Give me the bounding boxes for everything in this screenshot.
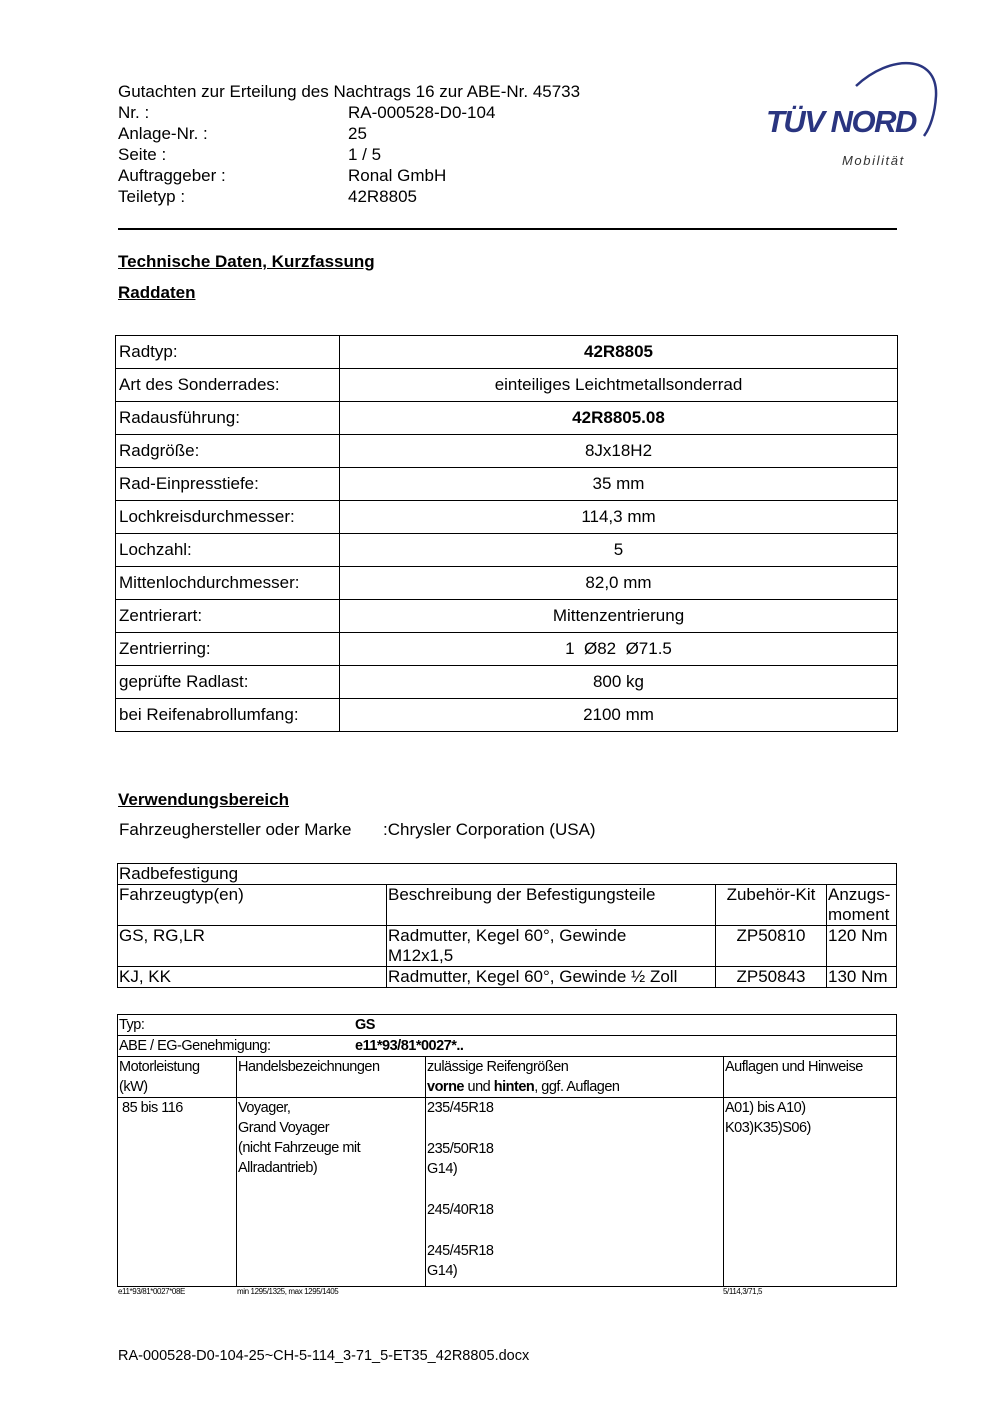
section-raddaten: Raddaten	[118, 283, 196, 302]
kit-cell: ZP50810	[716, 926, 827, 967]
beschreibung-cell: Radmutter, Kegel 60°, Gewinde ½ Zoll	[387, 967, 716, 988]
table-row	[116, 567, 898, 600]
abe-value: e11*93/81*0027*..	[355, 1038, 464, 1054]
raddaten-value: Mittenzentrierung	[340, 600, 898, 633]
handel-line: (nicht Fahrzeuge mit	[238, 1140, 361, 1156]
table-row	[118, 1098, 897, 1287]
beschreibung-line: Radmutter, Kegel 60°, Gewinde	[388, 926, 627, 945]
raddaten-label: Zentrierring:	[116, 633, 340, 666]
tiny-note-approval: e11*93/81*0027*08E	[118, 1287, 185, 1296]
raddaten-label: Rad-Einpresstiefe:	[116, 468, 340, 501]
table-row	[118, 1036, 897, 1057]
auflagen-line: A01) bis A10)	[725, 1100, 806, 1116]
table-row	[116, 501, 898, 534]
raddaten-value: 35 mm	[340, 468, 898, 501]
table-header-row	[118, 1057, 897, 1098]
table-row	[116, 534, 898, 567]
document-title: Gutachten zur Erteilung des Nachtrags 16 zur ABE-Nr. 45733	[118, 82, 581, 101]
raddaten-value: 800 kg	[340, 666, 898, 699]
raddaten-label: Zentrierart:	[116, 600, 340, 633]
raddaten-value: 1 Ø82 Ø71.5	[340, 633, 898, 666]
header-value: 25	[348, 124, 367, 143]
reifen-line: 235/45R18	[427, 1100, 494, 1116]
raddaten-label: Lochzahl:	[116, 534, 340, 567]
header-fahrzeugtyp: Fahrzeugtyp(en)	[118, 885, 387, 926]
header-value: Ronal GmbH	[348, 166, 447, 185]
table-row	[118, 1015, 897, 1036]
table-row	[116, 435, 898, 468]
abe-row	[118, 1036, 897, 1057]
table-row	[116, 468, 898, 501]
header-label: Teiletyp :	[118, 187, 186, 206]
header-hinten: hinten	[493, 1079, 535, 1095]
header-motorleistung	[118, 1057, 237, 1098]
header-value: 1 / 5	[348, 145, 382, 164]
header-reifen-line: zulässige Reifengrößen	[427, 1059, 569, 1075]
reifen-line: 245/40R18	[427, 1202, 494, 1218]
header-reifen-line	[427, 1077, 722, 1097]
logo-brand: TÜV NORD	[766, 104, 916, 139]
abe-typ-table	[117, 1014, 897, 1287]
table-row	[118, 864, 897, 885]
raddaten-label: Radausführung:	[116, 402, 340, 435]
raddaten-label: bei Reifenabrollumfang:	[116, 699, 340, 732]
header-anzugsmoment-2: moment	[828, 905, 890, 924]
fahrzeugtyp-cell: KJ, KK	[118, 967, 387, 988]
reifen-line: G14)	[427, 1161, 458, 1177]
header-vorne: vorne	[427, 1079, 464, 1095]
kit-cell: ZP50843	[716, 967, 827, 988]
raddaten-label: geprüfte Radlast:	[116, 666, 340, 699]
header-auflagen-suffix: , ggf. Auflagen	[534, 1079, 620, 1095]
typ-row	[118, 1015, 897, 1036]
section-verwendungsbereich: Verwendungsbereich	[118, 790, 289, 809]
table-row	[116, 666, 898, 699]
raddaten-value: 5	[340, 534, 898, 567]
reifen-line: 245/45R18	[427, 1243, 494, 1259]
spacer	[427, 1118, 722, 1139]
raddaten-value: 82,0 mm	[340, 567, 898, 600]
handel-line: Voyager,	[238, 1100, 291, 1116]
radbefestigung-title: Radbefestigung	[118, 864, 897, 885]
header-reifengroessen	[426, 1057, 724, 1098]
raddaten-label: Lochkreisdurchmesser:	[116, 501, 340, 534]
footer-filename: RA-000528-D0-104-25~CH-5-114_3-71_5-ET35_42R8805.docx	[118, 1348, 530, 1364]
table-row	[118, 967, 897, 988]
spacer	[427, 1179, 722, 1200]
header-label: Nr. :	[118, 103, 150, 122]
header-value: RA-000528-D0-104	[348, 103, 496, 122]
header-beschreibung: Beschreibung der Befestigungsteile	[387, 885, 716, 926]
spacer	[427, 1220, 722, 1241]
raddaten-label: Radgröße:	[116, 435, 340, 468]
header-label: Auftraggeber :	[118, 166, 226, 185]
tuev-nord-logo	[760, 56, 950, 176]
raddaten-value: 114,3 mm	[340, 501, 898, 534]
typ-label: Typ:	[119, 1017, 145, 1033]
header-label: Anlage-Nr. :	[118, 124, 208, 143]
handel-line: Allradantrieb)	[238, 1160, 318, 1176]
header-divider	[118, 228, 897, 230]
reifengroessen-cell	[426, 1098, 724, 1287]
radbefestigung-table	[117, 863, 897, 988]
typ-value: GS	[355, 1017, 375, 1033]
tiny-note-bolt: 5/114,3/71,5	[723, 1287, 763, 1296]
header-handelsbezeichnungen: Handelsbezeichnungen	[237, 1057, 426, 1098]
raddaten-value: 42R8805.08	[340, 402, 898, 435]
fahrzeughersteller-value-wrap	[383, 820, 596, 840]
fahrzeughersteller-value: Chrysler Corporation (USA)	[387, 820, 596, 839]
fahrzeughersteller-line	[119, 820, 596, 840]
table-row	[116, 369, 898, 402]
raddaten-value: einteiliges Leichtmetallsonderrad	[340, 369, 898, 402]
abe-label: ABE / EG-Genehmigung:	[119, 1038, 271, 1054]
header-anzugsmoment	[827, 885, 897, 926]
reifen-line: 235/50R18	[427, 1141, 494, 1157]
reifen-line: G14)	[427, 1263, 458, 1279]
moment-cell: 120 Nm	[827, 926, 897, 967]
tiny-note-range: min 1295/1325, max 1295/1405	[237, 1287, 339, 1296]
table-header-row	[118, 885, 897, 926]
raddaten-table	[115, 335, 898, 732]
handelsbezeichnungen-cell	[237, 1098, 426, 1287]
table-row	[116, 633, 898, 666]
table-row	[118, 926, 897, 967]
header-motor-line: Motorleistung	[119, 1059, 200, 1075]
raddaten-value: 2100 mm	[340, 699, 898, 732]
header-zubehoer-kit: Zubehör-Kit	[716, 885, 827, 926]
raddaten-label: Mittenlochdurchmesser:	[116, 567, 340, 600]
raddaten-label: Art des Sonderrades:	[116, 369, 340, 402]
table-row	[116, 336, 898, 369]
fahrzeugtyp-cell: GS, RG,LR	[118, 926, 387, 967]
moment-cell: 130 Nm	[827, 967, 897, 988]
table-row	[116, 600, 898, 633]
header-value: 42R8805	[348, 187, 418, 206]
fahrzeughersteller-label: Fahrzeughersteller oder Marke	[119, 820, 352, 839]
raddaten-value: 8Jx18H2	[340, 435, 898, 468]
beschreibung-line: M12x1,5	[388, 946, 454, 965]
handel-line: Grand Voyager	[238, 1120, 330, 1136]
motorleistung-cell: 85 bis 116	[118, 1098, 237, 1287]
auflagen-line: K03)K35)S06)	[725, 1120, 811, 1136]
auflagen-cell	[724, 1098, 897, 1287]
raddaten-value: 42R8805	[340, 336, 898, 369]
raddaten-label: Radtyp:	[116, 336, 340, 369]
table-row	[116, 699, 898, 732]
separator: :	[383, 820, 388, 839]
header-anzugsmoment-1: Anzugs-	[828, 885, 891, 904]
table-row	[116, 402, 898, 435]
header-auflagen: Auflagen und Hinweise	[724, 1057, 897, 1098]
header-label: Seite :	[118, 145, 167, 164]
section-technische-daten: Technische Daten, Kurzfassung	[118, 252, 375, 271]
header-motor-line: (kW)	[119, 1079, 148, 1095]
logo-subtitle: Mobilität	[842, 153, 905, 168]
header-und: und	[464, 1079, 494, 1095]
beschreibung-cell	[387, 926, 716, 967]
